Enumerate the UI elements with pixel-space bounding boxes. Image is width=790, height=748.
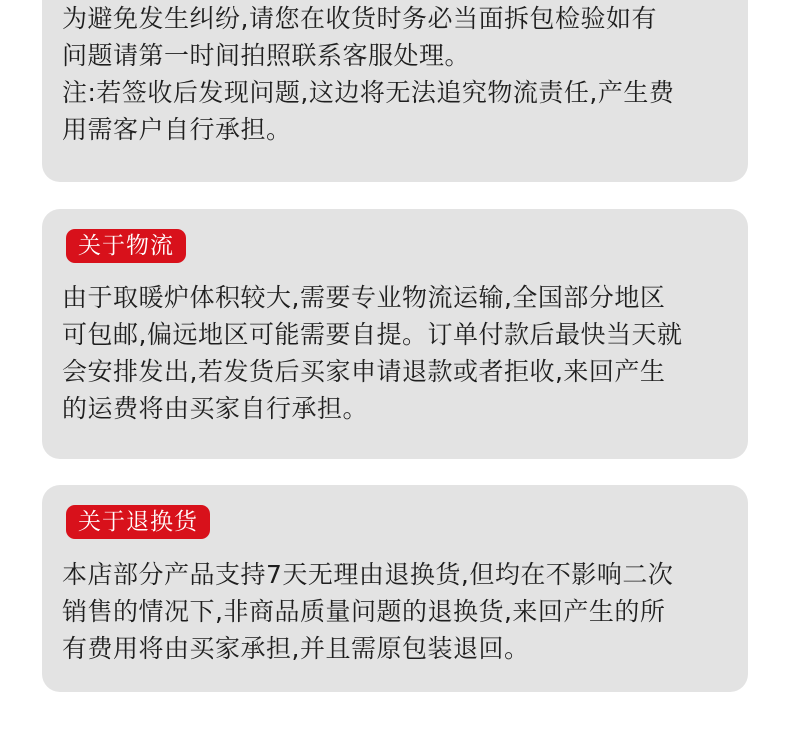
logistics-text xyxy=(62,279,734,427)
notice-line: 用需客户自行承担。 xyxy=(62,115,292,144)
logistics-line: 可包邮,偏远地区可能需要自提。订单付款后最快当天就 xyxy=(62,320,683,349)
returns-text xyxy=(62,556,734,667)
returns-line: 销售的情况下,非商品质量问题的退换货,来回产生的所 xyxy=(62,597,666,626)
logistics-line: 的运费将由买家自行承担。 xyxy=(62,394,369,423)
logistics-card xyxy=(42,209,748,459)
logistics-line: 会安排发出,若发货后买家申请退款或者拒收,来回产生 xyxy=(62,357,666,386)
logistics-line: 由于取暖炉体积较大,需要专业物流运输,全国部分地区 xyxy=(62,283,666,312)
notice-line: 问题请第一时间拍照联系客服处理。 xyxy=(62,41,471,70)
notice-line: 为避免发生纠纷,请您在收货时务必当面拆包检验如有 xyxy=(62,4,657,33)
notice-line: 注:若签收后发现问题,这边将无法追究物流责任,产生费 xyxy=(62,78,675,107)
returns-line: 有费用将由买家承担,并且需原包装退回。 xyxy=(62,634,530,663)
returns-tag: 关于退换货 xyxy=(66,505,210,539)
notice-card xyxy=(42,0,748,182)
returns-card xyxy=(42,485,748,692)
logistics-tag: 关于物流 xyxy=(66,229,186,263)
returns-line: 本店部分产品支持7天无理由退换货,但均在不影响二次 xyxy=(62,560,674,589)
notice-text xyxy=(62,0,734,148)
